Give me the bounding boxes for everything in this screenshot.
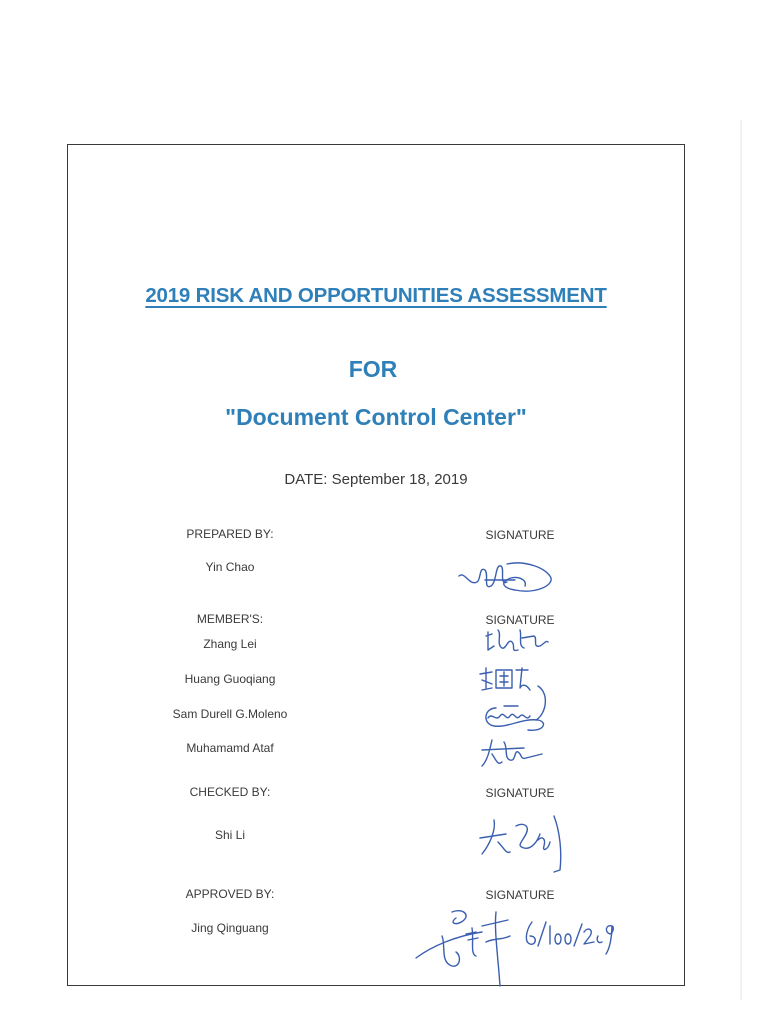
preparer-signature	[455, 556, 555, 606]
member-name: Sam Durell G.Moleno	[172, 707, 288, 721]
checker-signature	[476, 812, 568, 881]
preparer-name: Yin Chao	[205, 560, 255, 574]
scan-edge-line	[740, 120, 742, 1000]
member-name: Huang Guoqiang	[184, 672, 276, 686]
date-value: September 18, 2019	[331, 471, 468, 488]
date-line	[0, 471, 752, 488]
member-signature	[482, 624, 552, 661]
checked-signature-label: SIGNATURE	[485, 786, 555, 800]
checker-name: Shi Li	[214, 828, 246, 842]
member-name: Zhang Lei	[203, 637, 257, 651]
for-label: FOR	[348, 356, 398, 382]
document-subject: "Document Control Center"	[225, 404, 527, 430]
members-signature-label: SIGNATURE	[485, 613, 555, 627]
members-label: MEMBER'S:	[196, 612, 264, 626]
member-name: Muhamamd Ataf	[186, 741, 274, 755]
approval-date-handwritten	[522, 918, 616, 963]
approver-signature	[412, 906, 522, 995]
prepared-signature-label: SIGNATURE	[485, 528, 555, 542]
member-signature	[478, 736, 548, 775]
prepared-by-label: PREPARED BY:	[186, 527, 274, 541]
approved-by-label: APPROVED BY:	[185, 887, 275, 901]
approver-name: Jing Qinguang	[191, 921, 269, 935]
approved-signature-label: SIGNATURE	[485, 888, 555, 902]
checked-by-label: CHECKED BY:	[189, 785, 271, 799]
document-title: 2019 RISK AND OPPORTUNITIES ASSESSMENT	[145, 284, 607, 307]
date-label: DATE:	[284, 471, 328, 488]
